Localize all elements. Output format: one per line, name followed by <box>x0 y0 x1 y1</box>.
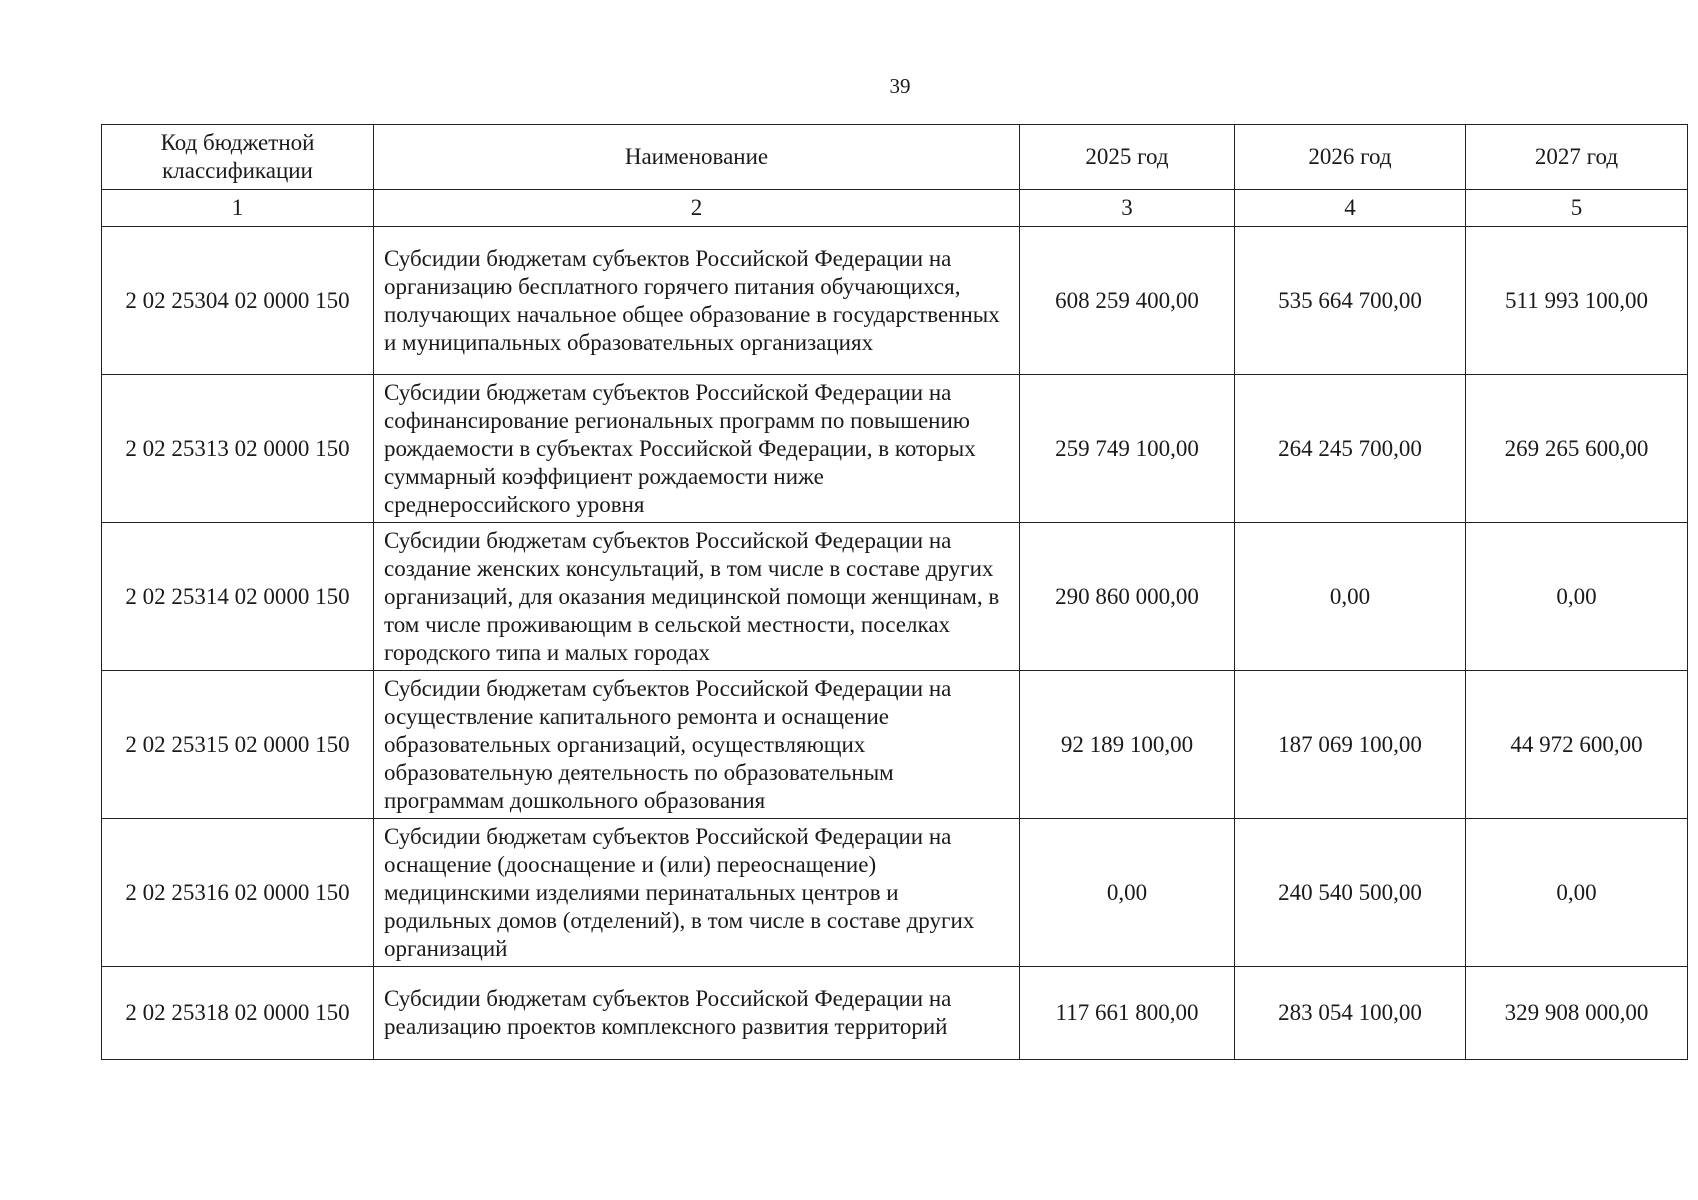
budget-code: 2 02 25316 02 0000 150 <box>102 819 374 967</box>
amount-2025: 0,00 <box>1020 819 1235 967</box>
header-2025: 2025 год <box>1020 125 1235 190</box>
amount-2025: 92 189 100,00 <box>1020 671 1235 819</box>
table-row <box>102 227 1688 375</box>
amount-2026: 283 054 100,00 <box>1235 967 1466 1060</box>
amount-2027: 269 265 600,00 <box>1466 375 1688 523</box>
item-name: Субсидии бюджетам субъектов Российской Федерации на осуществление капитального ремонта и оснащение образовательных организаций, осуществляющих образовательную деятельность по образовательным программам дошкольного образования <box>374 671 1020 819</box>
table-row <box>102 967 1688 1060</box>
amount-2026: 0,00 <box>1235 523 1466 671</box>
header-name: Наименование <box>374 125 1020 190</box>
column-number: 1 <box>102 190 374 227</box>
header-row <box>102 125 1688 190</box>
amount-2027: 0,00 <box>1466 819 1688 967</box>
amount-2025: 259 749 100,00 <box>1020 375 1235 523</box>
table-row <box>102 523 1688 671</box>
table-row <box>102 375 1688 523</box>
item-name: Субсидии бюджетам субъектов Российской Федерации на софинансирование региональных программ по повышению рождаемости в субъектах Российской Федерации, в которых суммарный коэффициент рождаемости ниже среднероссийского уровня <box>374 375 1020 523</box>
table-row <box>102 671 1688 819</box>
table-row <box>102 819 1688 967</box>
amount-2027: 511 993 100,00 <box>1466 227 1688 375</box>
amount-2025: 290 860 000,00 <box>1020 523 1235 671</box>
amount-2027: 0,00 <box>1466 523 1688 671</box>
budget-code: 2 02 25304 02 0000 150 <box>102 227 374 375</box>
item-name: Субсидии бюджетам субъектов Российской Федерации на оснащение (дооснащение и (или) переоснащение) медицинскими изделиями перинатальных центров и родильных домов (отделений), в том числе в составе других организаций <box>374 819 1020 967</box>
amount-2027: 329 908 000,00 <box>1466 967 1688 1060</box>
column-number: 2 <box>374 190 1020 227</box>
column-number: 5 <box>1466 190 1688 227</box>
amount-2027: 44 972 600,00 <box>1466 671 1688 819</box>
header-2027: 2027 год <box>1466 125 1688 190</box>
item-name: Субсидии бюджетам субъектов Российской Федерации на создание женских консультаций, в том числе в составе других организаций, для оказания медицинской помощи женщинам, в том числе проживающим в сельской местности, поселках городского типа и малых городах <box>374 523 1020 671</box>
amount-2025: 608 259 400,00 <box>1020 227 1235 375</box>
page-number: 39 <box>889 74 911 98</box>
amount-2026: 187 069 100,00 <box>1235 671 1466 819</box>
amount-2026: 240 540 500,00 <box>1235 819 1466 967</box>
column-number-row <box>102 190 1688 227</box>
header-code: Код бюджетной классификации <box>102 125 374 190</box>
column-number: 3 <box>1020 190 1235 227</box>
budget-code: 2 02 25318 02 0000 150 <box>102 967 374 1060</box>
budget-code: 2 02 25313 02 0000 150 <box>102 375 374 523</box>
amount-2026: 535 664 700,00 <box>1235 227 1466 375</box>
item-name: Субсидии бюджетам субъектов Российской Федерации на организацию бесплатного горячего питания обучающихся, получающих начальное общее образование в государственных и муниципальных образовательных организациях <box>374 227 1020 375</box>
column-number: 4 <box>1235 190 1466 227</box>
budget-code: 2 02 25314 02 0000 150 <box>102 523 374 671</box>
budget-code: 2 02 25315 02 0000 150 <box>102 671 374 819</box>
amount-2025: 117 661 800,00 <box>1020 967 1235 1060</box>
item-name: Субсидии бюджетам субъектов Российской Федерации на реализацию проектов комплексного развития территорий <box>374 967 1020 1060</box>
header-2026: 2026 год <box>1235 125 1466 190</box>
amount-2026: 264 245 700,00 <box>1235 375 1466 523</box>
budget-table <box>101 124 1688 1060</box>
